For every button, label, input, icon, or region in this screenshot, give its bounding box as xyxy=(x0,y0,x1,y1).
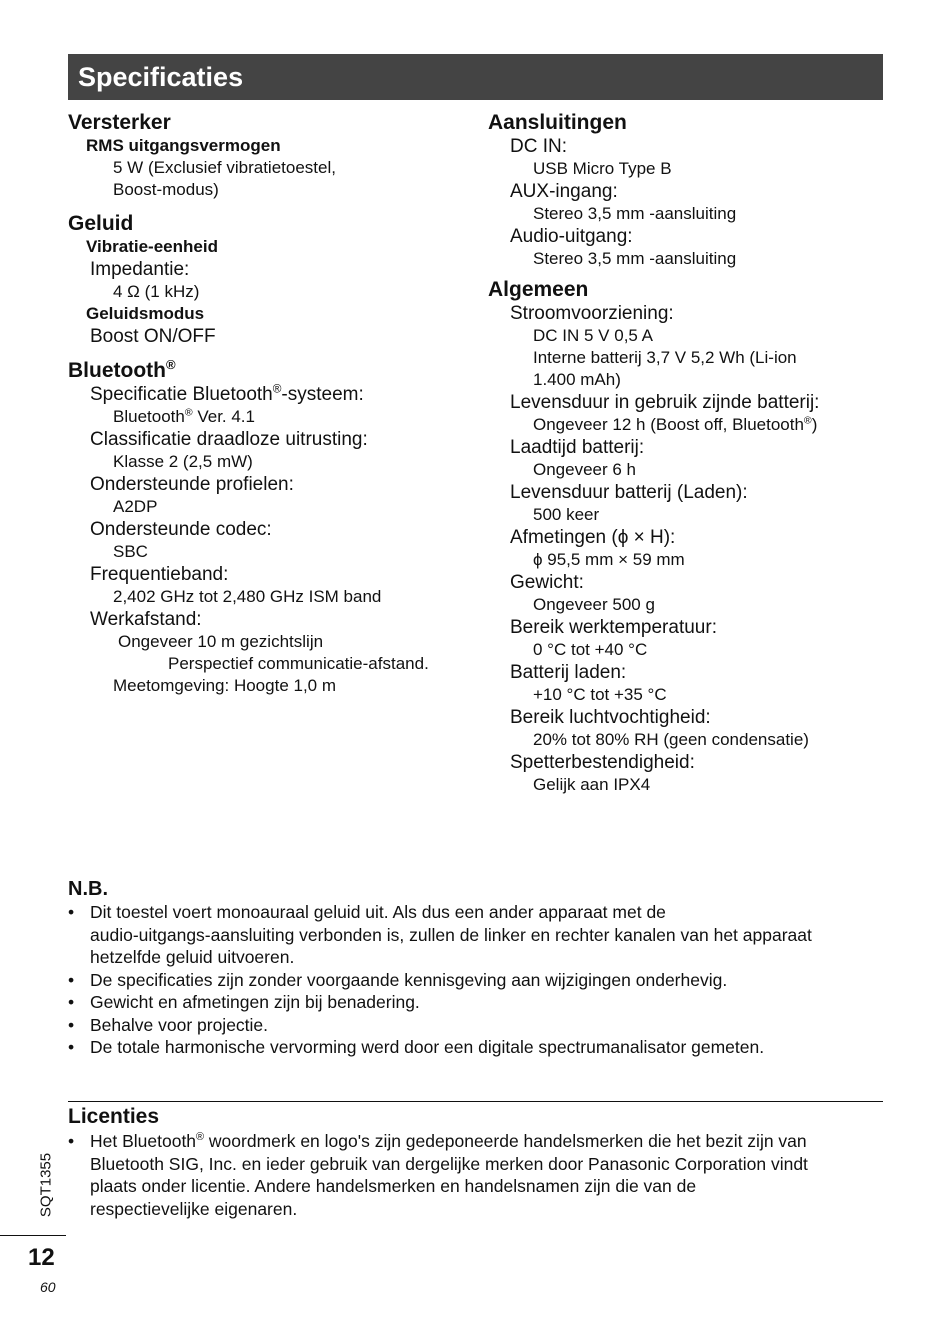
dc-in-value: USB Micro Type B xyxy=(533,159,672,178)
amp-sub: RMS uitgangsvermogen xyxy=(86,136,281,155)
list-item: • Gewicht en afmetingen zijn bij benadering. xyxy=(68,992,420,1012)
bt-freq-value: 2,402 GHz tot 2,480 GHz ISM band xyxy=(113,587,382,606)
aux-label: AUX-ingang: xyxy=(510,181,618,202)
dc-in-label: DC IN: xyxy=(510,136,567,157)
battery-cycles-value: 500 keer xyxy=(533,505,600,524)
bt-spec-label: Specificatie Bluetooth®-systeem: xyxy=(90,382,364,405)
document-code: SQT1355 xyxy=(37,1152,55,1218)
licenses-divider xyxy=(68,1101,883,1102)
amp-value-2: Boost-modus) xyxy=(113,180,219,199)
charge-time-value: Ongeveer 6 h xyxy=(533,460,637,479)
humidity-value: 20% tot 80% RH (geen condensatie) xyxy=(533,730,809,749)
power-label: Stroomvoorziening: xyxy=(510,303,674,324)
battery-life-label: Levensduur in gebruik zijnde batterij: xyxy=(510,392,820,413)
power-value-1: DC IN 5 V 0,5 A xyxy=(533,326,653,345)
connections-heading: Aansluitingen xyxy=(488,111,627,134)
bt-range-value-1: Ongeveer 10 m gezichtslijn xyxy=(118,632,324,651)
general-heading: Algemeen xyxy=(488,278,589,301)
sound-mode-value: Boost ON/OFF xyxy=(90,326,216,347)
list-item: • Het Bluetooth® woordmerk en logo's zijn gedeponeerde handelsmerken die het bezit zijn van Bluetooth SIG, Inc. en ieder gebruik van dergelijke merken door Panasonic Corporation vindt plaats onder licentie. Andere handelsmerken en handelsnamen zijn die van de respectievelijke eigenaren. xyxy=(68,1131,808,1219)
power-value-3: 1.400 mAh) xyxy=(533,370,621,389)
weight-label: Gewicht: xyxy=(510,572,584,593)
bt-range-value-2: Perspectief communicatie-afstand. xyxy=(168,654,429,673)
bt-class-value: Klasse 2 (2,5 mW) xyxy=(113,452,253,471)
bt-codec-label: Ondersteunde codec: xyxy=(90,519,272,540)
splash-value: Gelijk aan IPX4 xyxy=(533,775,651,794)
audio-out-value: Stereo 3,5 mm -aansluiting xyxy=(533,249,737,268)
list-item: • Behalve voor projectie. xyxy=(68,1014,269,1035)
humidity-label: Bereik luchtvochtigheid: xyxy=(510,707,711,728)
battery-life-value: Ongeveer 12 h (Boost off, Bluetooth®) xyxy=(533,414,818,434)
sound-heading: Geluid xyxy=(68,212,134,235)
list-item: • Dit toestel voert monoauraal geluid uit. Als dus een ander apparaat met de audio-uitgangs-aansluiting verbonden is, zullen de linker en rechter kanalen van het apparaat hetzelfde geluid uitvoeren. xyxy=(68,902,812,967)
operating-temp-value: 0 °C tot +40 °C xyxy=(533,640,648,659)
page-sub-number: 60 xyxy=(40,1279,56,1295)
splash-label: Spetterbestendigheid: xyxy=(510,752,695,773)
battery-cycles-label: Levensduur batterij (Laden): xyxy=(510,482,748,503)
weight-value: Ongeveer 500 g xyxy=(533,595,655,614)
list-item: • De totale harmonische vervorming werd door een digitale spectrumanalisator gemeten. xyxy=(68,1037,765,1057)
page-number: 12 xyxy=(28,1244,55,1271)
notes-heading: N.B. xyxy=(68,878,108,900)
page-number-divider xyxy=(0,1235,66,1236)
impedance-label: Impedantie: xyxy=(90,259,190,280)
bluetooth-heading: Bluetooth® xyxy=(68,357,176,382)
dimensions-label: Afmetingen (ϕ × H): xyxy=(510,527,676,548)
bt-class-label: Classificatie draadloze uitrusting: xyxy=(90,429,368,450)
impedance-value: 4 Ω (1 kHz) xyxy=(113,282,200,301)
page-title: Specificaties xyxy=(68,54,883,100)
aux-value: Stereo 3,5 mm -aansluiting xyxy=(533,204,737,223)
bt-freq-label: Frequentieband: xyxy=(90,564,229,585)
sound-sub-mode: Geluidsmodus xyxy=(86,304,205,323)
licenses-heading: Licenties xyxy=(68,1105,160,1128)
charging-temp-value: +10 °C tot +35 °C xyxy=(533,685,667,704)
operating-temp-label: Bereik werktemperatuur: xyxy=(510,617,717,638)
bt-profiles-label: Ondersteunde profielen: xyxy=(90,474,294,495)
notes-section xyxy=(68,877,888,1059)
licenses-section xyxy=(68,1104,883,1220)
charge-time-label: Laadtijd batterij: xyxy=(510,437,645,458)
list-item: • De specificaties zijn zonder voorgaande kennisgeving aan wijzigingen onderhevig. xyxy=(68,969,728,990)
audio-out-label: Audio-uitgang: xyxy=(510,226,633,247)
amp-value-1: 5 W (Exclusief vibratietoestel, xyxy=(113,158,336,177)
bt-range-label: Werkafstand: xyxy=(90,609,202,630)
sound-sub-vibration: Vibratie-eenheid xyxy=(86,237,218,256)
bt-profiles-value: A2DP xyxy=(113,497,158,516)
bt-codec-value: SBC xyxy=(113,542,148,561)
bt-spec-value: Bluetooth® Ver. 4.1 xyxy=(113,406,255,426)
dimensions-value: ϕ 95,5 mm × 59 mm xyxy=(533,550,685,569)
bt-range-value-3: Meetomgeving: Hoogte 1,0 m xyxy=(113,676,337,695)
power-value-2: Interne batterij 3,7 V 5,2 Wh (Li-ion xyxy=(533,348,797,367)
left-column xyxy=(68,110,478,697)
charging-temp-label: Batterij laden: xyxy=(510,662,627,683)
amp-heading: Versterker xyxy=(68,111,171,134)
right-column xyxy=(488,110,898,796)
